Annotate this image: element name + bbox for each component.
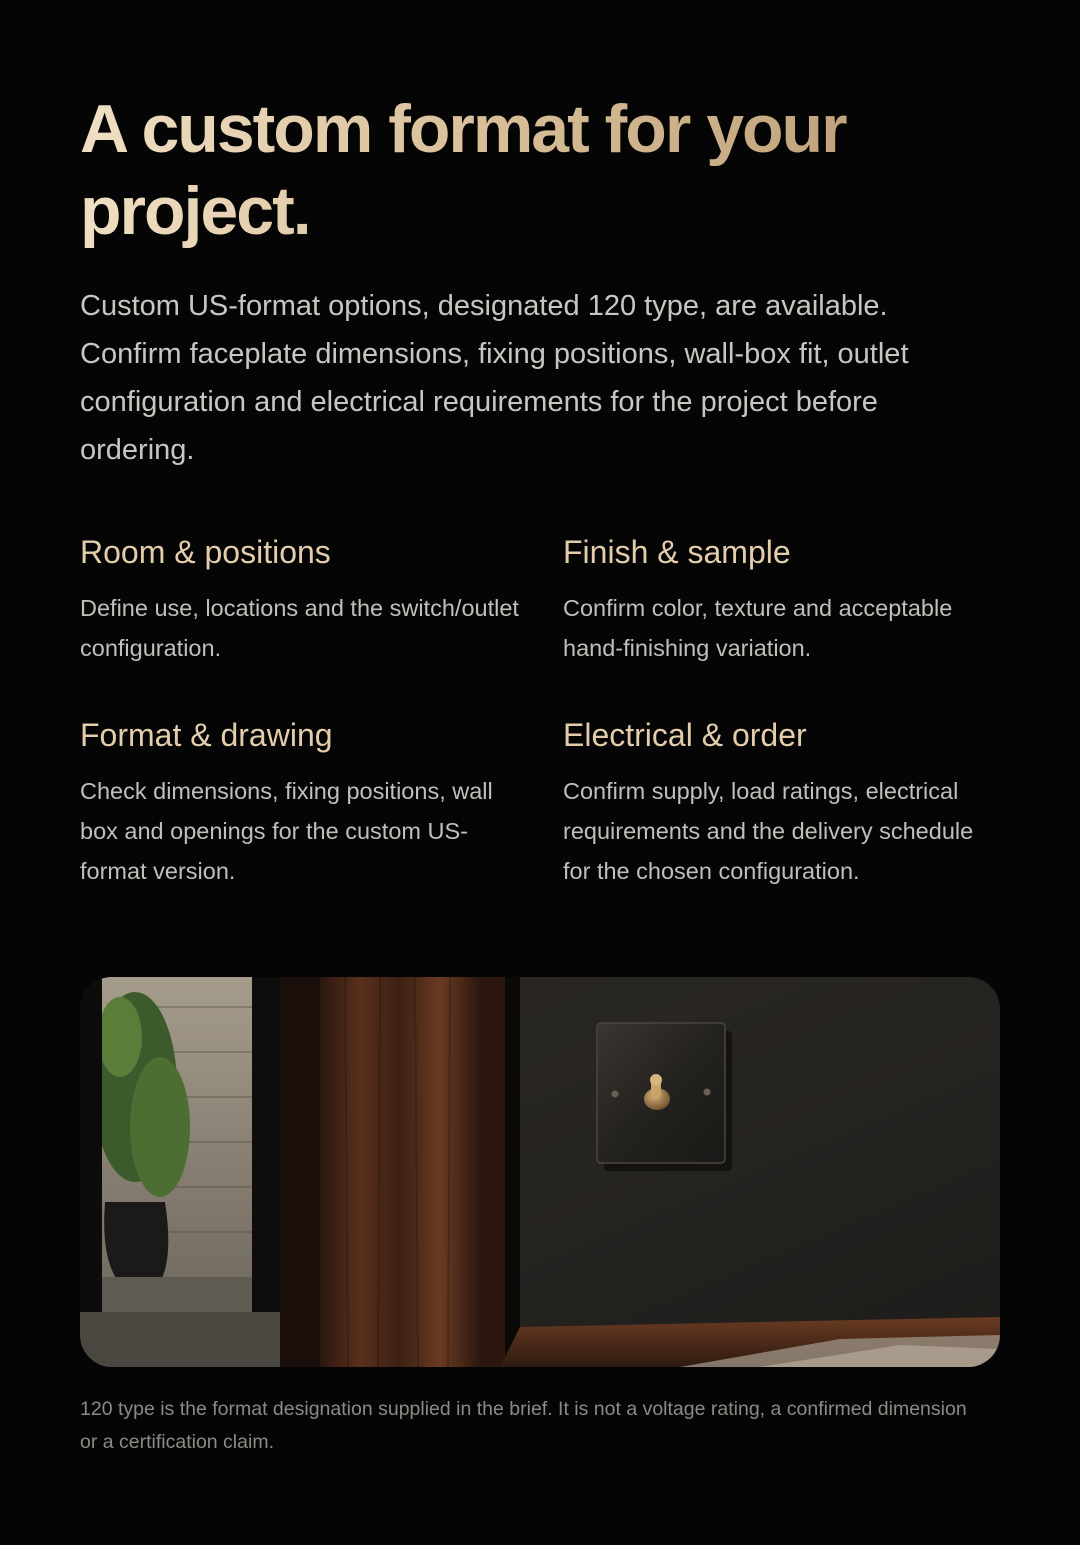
product-photo — [80, 977, 1000, 1367]
step-text: Define use, locations and the switch/outlet configuration. — [80, 595, 519, 661]
step-text: Check dimensions, fixing positions, wall box and openings for the custom US-format version. — [80, 778, 493, 884]
step-finish-sample — [563, 530, 1003, 668]
page-title: A custom format for your project. — [80, 88, 980, 252]
disclaimer-footnote: 120 type is the format designation supplied in the brief. It is not a voltage rating, a confirmed dimension or a certification claim. — [80, 1398, 967, 1453]
step-title: Finish & sample — [563, 534, 791, 570]
step-format-drawing — [80, 713, 520, 891]
step-room-positions — [80, 530, 520, 668]
step-title: Electrical & order — [563, 717, 807, 753]
step-text: Confirm color, texture and acceptable hand-finishing variation. — [563, 595, 953, 661]
step-electrical-order — [563, 713, 1003, 891]
step-text: Confirm supply, load ratings, electrical requirements and the delivery schedule for the chosen configuration. — [563, 778, 974, 884]
step-title: Room & positions — [80, 534, 331, 570]
intro-paragraph: Custom US-format options, designated 120 type, are available. Confirm faceplate dimensions, fixing positions, wall-box fit, outlet configuration and electrical requirements for the project before ordering. — [80, 290, 909, 466]
step-title: Format & drawing — [80, 717, 333, 753]
